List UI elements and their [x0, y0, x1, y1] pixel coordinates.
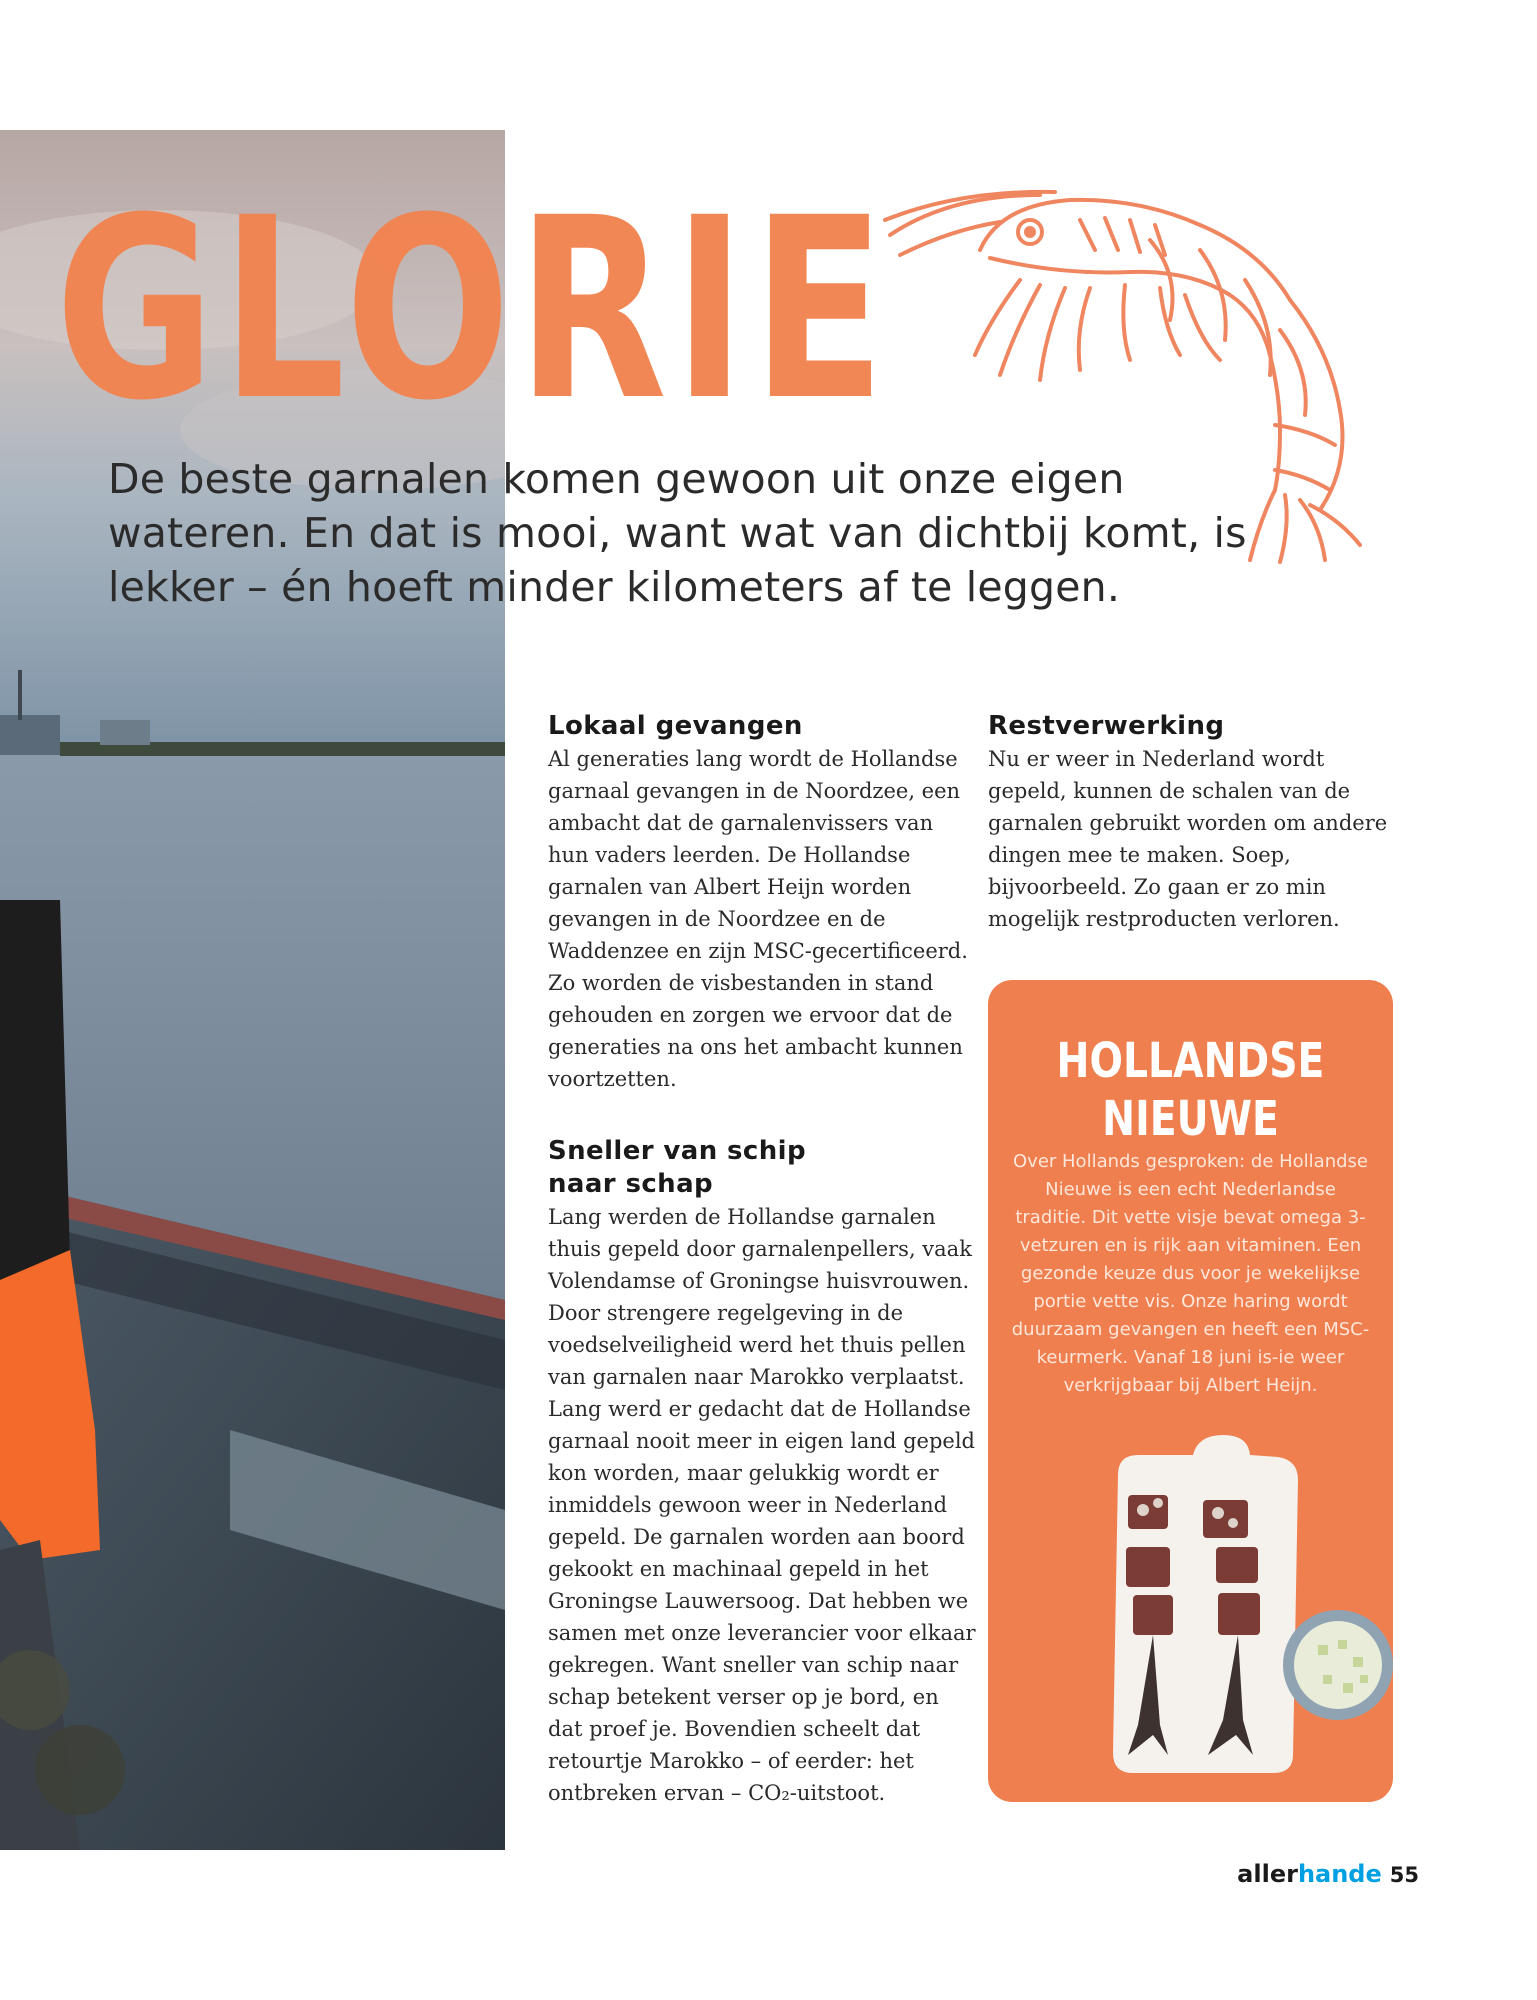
article-column-right — [988, 710, 1408, 935]
brand-logo-part: hande — [1297, 1860, 1382, 1888]
box-text: Over Hollands gesproken: de Hollandse Nieuwe is een echt Nederlandse traditie. Dit vette visje bevat omega 3-vetzuren en is rijk aan vitaminen. Een gezonde keuze dus voor je wekelijkse portie vette vis. Onze haring wordt duurzaam gevangen en heeft een MSC-keurmerk. Vanaf 18 juni is-ie weer verkrijgbaar bij Albert Heijn. — [1011, 1151, 1370, 1396]
section-body: Nu er weer in Nederland wordt gepeld, kunnen de schalen van de garnalen gebruikt worden om andere dingen mee te maken. Soep, bijvoorbeeld. Zo gaan er zo min mogelijk restproducten verloren. — [988, 747, 1388, 931]
brand-logo-part: aller — [1237, 1860, 1298, 1888]
box-title-line: NIEUWE — [1102, 1091, 1279, 1147]
page-number: 55 — [1389, 1863, 1419, 1887]
box-title — [1024, 1032, 1356, 1148]
section-title: Lokaal gevangen — [548, 711, 803, 741]
section-body: Al generaties lang wordt de Hollandse garnaal gevangen in de Noordzee, een ambacht dat de garnalenvissers van hun vaders leerden. De Hollandse garnalen van Albert Heijn worden gevangen in de Noordzee en de Waddenzee en zijn MSC-gecertificeerd. Zo worden de visbestanden in stand gehouden en zorgen we ervoor dat de generaties na ons het ambacht kunnen voortzetten. — [548, 747, 968, 1091]
section-title: Sneller van schip naar schap — [548, 1136, 806, 1199]
page-footer — [1237, 1860, 1419, 1888]
herring-board-photo — [1098, 1435, 1393, 1775]
box-title-line: HOLLANDSE — [1056, 1033, 1325, 1089]
headline: GLORIE — [55, 164, 892, 455]
article-column-left — [548, 710, 978, 1809]
hollandse-nieuwe-box — [988, 980, 1393, 1802]
section-body: Lang werden de Hollandse garnalen thuis gepeld door garnalenpellers, vaak Volendamse of Groningse huisvrouwen. Door strengere regelgeving in de voedselveiligheid werd het thuis pellen van garnalen naar Marokko verplaatst. Lang werd er gedacht dat de Hollandse garnaal nooit meer in eigen land gepeld kon worden, maar gelukkig wordt er inmiddels gewoon weer in Nederland gepeld. De garnalen worden aan boord gekookt en machinaal gepeld in het Groningse Lauwersoog. Dat hebben we samen met onze leverancier voor elkaar gekregen. Want sneller van schip naar schap betekent verser op je bord, en dat proef je. Bovendien scheelt dat retourtje Marokko – of eerder: het ontbreken ervan – CO₂-uitstoot. — [548, 1205, 976, 1805]
intro-text: De beste garnalen komen gewoon uit onze eigen wateren. En dat is mooi, want wat van dichtbij komt, is lekker – én hoeft minder kilometers af te leggen. — [108, 455, 1247, 611]
section-title: Restverwerking — [988, 711, 1225, 741]
